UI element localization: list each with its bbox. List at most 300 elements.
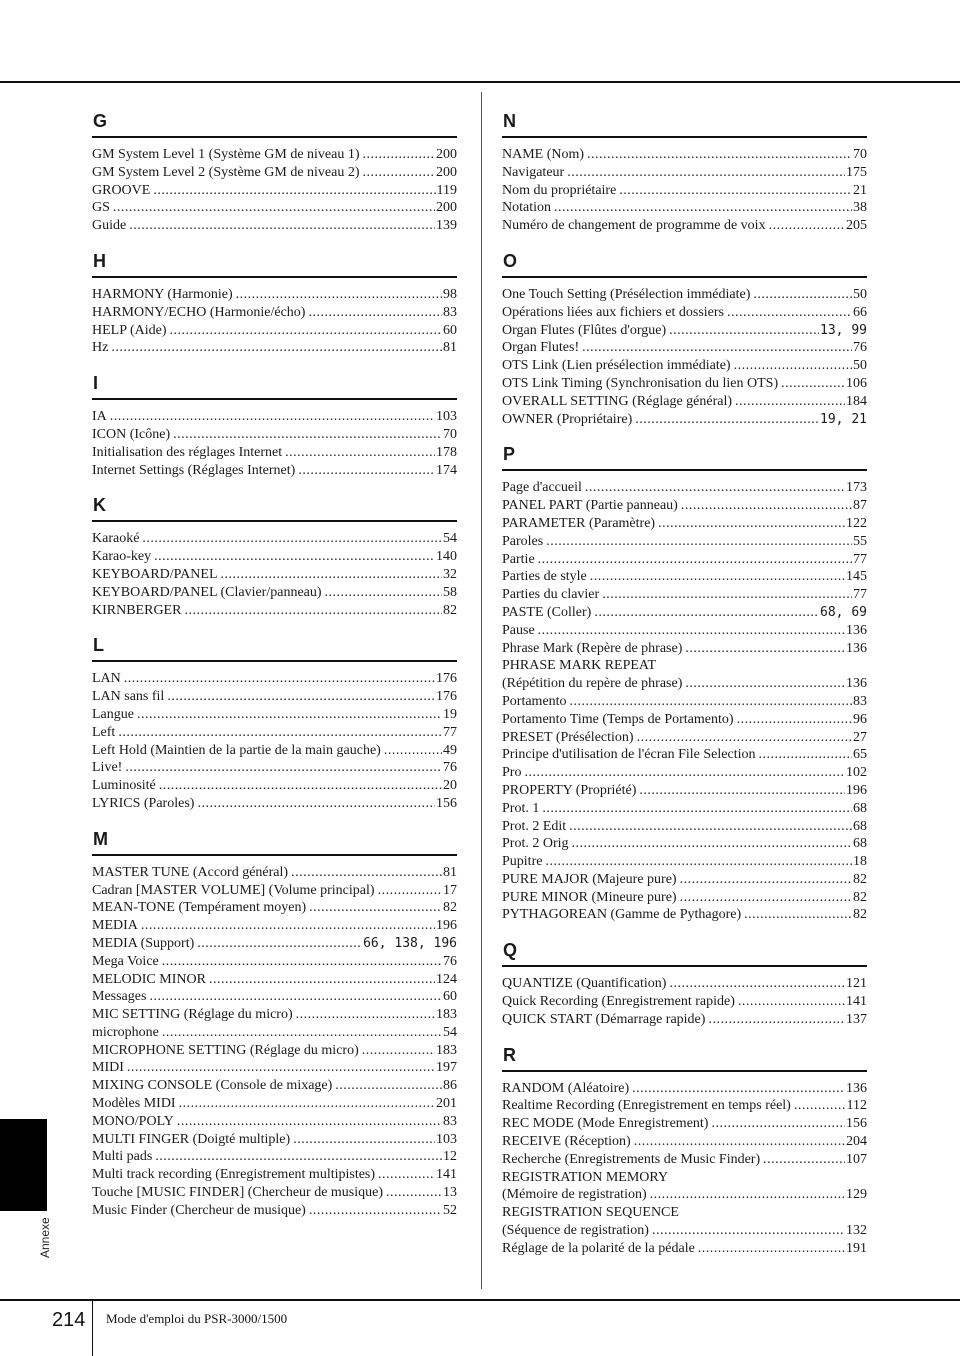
dot-leader <box>127 1059 435 1077</box>
index-entry <box>502 568 867 586</box>
dot-leader <box>538 622 845 640</box>
column-divider <box>481 92 482 1289</box>
dot-leader <box>602 586 852 604</box>
index-entry <box>92 706 457 724</box>
section-letter: K <box>93 495 106 516</box>
entry-label: Prot. 2 Edit <box>502 818 567 834</box>
entry-page: 183 <box>436 1007 457 1023</box>
index-entry <box>502 146 867 164</box>
entry-label: PYTHAGOREAN (Gamme de Pythagore) <box>502 907 742 923</box>
index-entry <box>502 640 867 658</box>
entry-page: 132 <box>846 1223 867 1239</box>
index-column-right <box>502 108 867 1271</box>
entry-label: RANDOM (Aléatoire) <box>502 1080 630 1096</box>
dot-leader <box>177 1113 442 1131</box>
entry-page: 76 <box>443 953 457 969</box>
entry-label: PURE MAJOR (Majeure pure) <box>502 871 677 887</box>
entry-page: 81 <box>443 864 457 880</box>
entry-page: 50 <box>853 286 867 302</box>
index-entry <box>502 1115 867 1133</box>
index-section <box>502 108 867 235</box>
entry-label: RECEIVE (Réception) <box>502 1134 631 1150</box>
dot-leader <box>113 199 435 217</box>
index-entry <box>502 622 867 640</box>
entry-label: Music Finder (Chercheur de musique) <box>92 1202 306 1218</box>
entry-label: PASTE (Coller) <box>502 604 592 620</box>
entry-page: 49 <box>443 742 457 758</box>
entry-page: 103 <box>436 1131 457 1147</box>
entry-page: 196 <box>846 782 867 798</box>
entry-page: 137 <box>846 1011 867 1027</box>
entry-label: PARAMETER (Paramètre) <box>502 515 656 531</box>
entry-label: One Touch Setting (Présélection immédiate) <box>502 286 751 302</box>
entry-label: Page d'accueil <box>502 480 582 496</box>
entry-page: 102 <box>846 765 867 781</box>
entry-label: Cadran [MASTER VOLUME] (Volume principal) <box>92 882 375 898</box>
index-entry <box>92 566 457 584</box>
dot-leader <box>335 1077 442 1095</box>
dot-leader <box>567 164 845 182</box>
entry-label: HARMONY/ECHO (Harmonie/écho) <box>92 304 306 320</box>
entry-page: 176 <box>436 689 457 705</box>
entry-page: 13 <box>443 1185 457 1201</box>
entry-label: GM System Level 1 (Système GM de niveau 1) <box>92 147 360 162</box>
dot-leader <box>110 408 435 426</box>
section-rule <box>92 660 457 662</box>
entry-page: 82 <box>443 602 457 618</box>
dot-leader <box>141 917 435 935</box>
index-entry <box>92 286 457 304</box>
entry-page: 18 <box>853 854 867 870</box>
section-letter: Q <box>503 940 518 961</box>
dot-leader <box>639 782 845 800</box>
entry-page: 19, 21 <box>820 411 867 427</box>
dot-leader <box>708 1011 845 1029</box>
index-entry <box>92 408 457 426</box>
entry-label: (Répétition du repère de phrase) <box>502 676 683 692</box>
index-entry <box>92 199 457 217</box>
section-letter: M <box>93 828 108 849</box>
dot-leader <box>681 497 852 515</box>
entry-label: microphone <box>92 1024 159 1040</box>
entry-page: 112 <box>846 1098 867 1114</box>
entry-label: REC MODE (Mode Enregistrement) <box>502 1116 709 1132</box>
entry-page: 50 <box>853 358 867 374</box>
index-entry <box>502 357 867 375</box>
entry-page: 82 <box>443 900 457 916</box>
dot-leader <box>758 746 852 764</box>
entry-page: 77 <box>443 724 457 740</box>
index-entry <box>92 584 457 602</box>
entry-label: Left Hold (Maintien de la partie de la main gauche) <box>92 742 381 758</box>
index-entry <box>92 899 457 917</box>
entry-label: Réglage de la polarité de la pédale <box>502 1240 695 1256</box>
dot-leader <box>590 568 845 586</box>
entry-label: Phrase Mark (Repère de phrase) <box>502 640 683 656</box>
dot-leader <box>669 975 845 993</box>
entry-page: 19 <box>443 706 457 722</box>
entry-label: LAN <box>92 671 121 687</box>
index-entry <box>92 1202 457 1220</box>
dot-leader <box>650 1186 845 1204</box>
index-entry <box>502 533 867 551</box>
index-entry <box>502 217 867 235</box>
entry-page: 38 <box>853 200 867 216</box>
index-entry <box>502 375 867 393</box>
index-entry <box>92 217 457 235</box>
index-entry <box>502 1133 867 1151</box>
entry-label: Opérations liées aux fichiers et dossiers <box>502 304 724 320</box>
entry-label: PROPERTY (Propriété) <box>502 782 637 798</box>
index-entry <box>502 993 867 1011</box>
entry-page: 122 <box>846 515 867 531</box>
section-rule <box>502 469 867 471</box>
dot-leader <box>744 906 852 924</box>
entry-page: 54 <box>443 1024 457 1040</box>
index-entry <box>502 693 867 711</box>
dot-leader <box>149 988 442 1006</box>
dot-leader <box>167 688 435 706</box>
index-section <box>92 108 457 235</box>
entry-label: MIC SETTING (Réglage du micro) <box>92 1007 293 1023</box>
index-entry <box>92 1024 457 1042</box>
entry-label: OWNER (Propriétaire) <box>502 411 633 427</box>
entry-label: GM System Level 2 (Système GM de niveau 2) <box>92 164 360 180</box>
entry-label: IA <box>92 409 107 425</box>
entry-page: 191 <box>846 1240 867 1256</box>
index-entry <box>92 444 457 462</box>
index-entry <box>92 1166 457 1184</box>
dot-leader <box>572 835 853 853</box>
entry-label: REGISTRATION MEMORY <box>502 1169 669 1185</box>
section-letter: H <box>93 250 106 271</box>
dot-leader <box>378 882 442 900</box>
index-entry <box>502 975 867 993</box>
entry-label: OVERALL SETTING (Réglage général) <box>502 393 733 409</box>
index-entry <box>502 871 867 889</box>
index-entry <box>502 764 867 782</box>
entry-label: ICON (Icône) <box>92 426 171 442</box>
entry-page: 81 <box>443 340 457 356</box>
entry-label: QUICK START (Démarrage rapide) <box>502 1011 706 1027</box>
dot-leader <box>637 729 852 747</box>
dot-leader <box>384 742 442 760</box>
entry-label: Prot. 1 <box>502 800 540 816</box>
entry-page: 66 <box>853 304 867 320</box>
index-section <box>502 1042 867 1258</box>
entry-page: 87 <box>853 498 867 514</box>
entry-label: PHRASE MARK REPEAT <box>502 658 657 674</box>
dot-leader <box>309 1202 442 1220</box>
entry-page: 60 <box>443 322 457 338</box>
index-entry <box>92 1059 457 1077</box>
entry-label: Guide <box>92 218 127 234</box>
entry-label: Langue <box>92 706 134 722</box>
section-letter: N <box>503 111 516 131</box>
dot-leader <box>619 182 852 200</box>
entry-page: 68, 69 <box>820 604 867 620</box>
dot-leader <box>170 322 442 340</box>
entry-page: 58 <box>443 584 457 600</box>
dot-leader <box>111 339 442 357</box>
dot-leader <box>738 993 845 1011</box>
dot-leader <box>129 217 435 235</box>
index-entry <box>502 286 867 304</box>
index-entry <box>502 1169 867 1187</box>
dot-leader <box>309 899 442 917</box>
index-entry <box>92 795 457 813</box>
dot-leader <box>685 675 845 693</box>
dot-leader <box>734 357 852 375</box>
index-section <box>502 248 867 428</box>
entry-page: 175 <box>846 164 867 180</box>
index-entry <box>92 146 457 164</box>
dot-leader <box>197 795 435 813</box>
entry-label: MEAN-TONE (Tempérament moyen) <box>92 900 307 916</box>
entry-page: 200 <box>436 164 457 180</box>
entry-page: 13, 99 <box>820 322 867 338</box>
entry-label: MELODIC MINOR <box>92 971 206 987</box>
entry-label: Pro <box>502 765 522 781</box>
entry-label: Portamento Time (Temps de Portamento) <box>502 711 734 727</box>
index-entry <box>502 1151 867 1169</box>
index-section <box>92 248 457 357</box>
entry-page: 54 <box>443 531 457 547</box>
index-entry <box>92 917 457 935</box>
entry-label: MEDIA (Support) <box>92 935 195 951</box>
dot-leader <box>658 515 845 533</box>
index-entry <box>92 602 457 620</box>
index-entry <box>502 800 867 818</box>
entry-page: 70 <box>443 426 457 442</box>
dot-leader <box>587 146 852 164</box>
section-rule <box>502 965 867 967</box>
index-entry <box>92 742 457 760</box>
entry-page: 96 <box>853 711 867 727</box>
entry-page: 68 <box>853 818 867 834</box>
dot-leader <box>680 889 852 907</box>
section-rule <box>92 854 457 856</box>
entry-page: 82 <box>853 871 867 887</box>
entry-label: Quick Recording (Enregistrement rapide) <box>502 994 735 1010</box>
index-section <box>92 492 457 619</box>
entry-page: 106 <box>846 375 867 391</box>
section-letter: L <box>93 635 104 656</box>
section-rule <box>502 1070 867 1072</box>
index-entry <box>92 1113 457 1131</box>
index-section <box>92 370 457 479</box>
index-entry <box>92 339 457 357</box>
index-entry <box>92 759 457 777</box>
entry-page: 60 <box>443 989 457 1005</box>
entry-label: Prot. 2 Orig <box>502 836 569 852</box>
entry-label: KEYBOARD/PANEL (Clavier/panneau) <box>92 584 322 600</box>
entry-page: 141 <box>846 994 867 1010</box>
entry-label: Luminosité <box>92 778 156 794</box>
index-entry <box>92 1042 457 1060</box>
dot-leader <box>585 479 845 497</box>
entry-label: MICROPHONE SETTING (Réglage du micro) <box>92 1042 359 1058</box>
index-entry <box>92 182 457 200</box>
entry-label: MONO/POLY <box>92 1113 174 1129</box>
entry-label: Numéro de changement de programme de voix <box>502 218 766 234</box>
section-tab-marker <box>0 1119 47 1211</box>
index-entry <box>92 1095 457 1113</box>
entry-page: 184 <box>846 393 867 409</box>
section-rule <box>92 520 457 522</box>
bottom-rule <box>0 1299 960 1301</box>
entry-page: 197 <box>436 1060 457 1076</box>
entry-label: Messages <box>92 989 147 1005</box>
side-label: Annexe <box>38 1217 52 1258</box>
dot-leader <box>594 604 819 622</box>
index-entry <box>502 1011 867 1029</box>
entry-label: (Mémoire de registration) <box>502 1187 647 1203</box>
dot-leader <box>184 602 442 620</box>
index-entry <box>502 1222 867 1240</box>
index-entry <box>92 724 457 742</box>
dot-leader <box>669 322 819 340</box>
dot-leader <box>545 853 852 871</box>
index-entry <box>502 675 867 693</box>
dot-leader <box>546 533 852 551</box>
index-entry <box>92 530 457 548</box>
entry-label: MEDIA <box>92 918 138 934</box>
index-entry <box>92 988 457 1006</box>
entry-label: MULTI FINGER (Doigté multiple) <box>92 1131 291 1147</box>
section-rule <box>92 136 457 138</box>
entry-page: 55 <box>853 533 867 549</box>
entry-page: 32 <box>443 566 457 582</box>
entry-label: MASTER TUNE (Accord général) <box>92 864 289 880</box>
index-entry <box>92 426 457 444</box>
dot-leader <box>753 286 852 304</box>
section-rule <box>502 136 867 138</box>
section-letter: P <box>503 444 516 465</box>
dot-leader <box>363 146 435 164</box>
index-entry <box>502 1204 867 1222</box>
entry-label: OTS Link Timing (Synchronisation du lien OTS) <box>502 375 779 391</box>
section-rule <box>92 276 457 278</box>
dot-leader <box>118 724 442 742</box>
dot-leader <box>569 818 852 836</box>
entry-page: 77 <box>853 587 867 603</box>
entry-page: 178 <box>436 444 457 460</box>
entry-page: 76 <box>443 760 457 776</box>
dot-leader <box>293 1131 435 1149</box>
entry-page: 140 <box>436 549 457 565</box>
index-entry <box>502 853 867 871</box>
index-section <box>92 632 457 812</box>
index-entry <box>502 657 867 675</box>
entry-page: 139 <box>436 218 457 234</box>
dot-leader <box>173 426 442 444</box>
dot-leader <box>125 759 442 777</box>
index-entry <box>502 711 867 729</box>
entry-label: Parties du clavier <box>502 587 600 603</box>
dot-leader <box>155 1148 442 1166</box>
entry-label: Multi track recording (Enregistrement multipistes) <box>92 1167 376 1183</box>
index-entry <box>92 462 457 480</box>
entry-label: MIXING CONSOLE (Console de mixage) <box>92 1078 333 1094</box>
entry-page: 70 <box>853 147 867 162</box>
dot-leader <box>737 711 852 729</box>
section-letter: R <box>503 1044 516 1065</box>
entry-page: 98 <box>443 286 457 302</box>
index-entry <box>502 586 867 604</box>
index-entry <box>502 1097 867 1115</box>
index-entry <box>502 339 867 357</box>
section-letter: I <box>93 373 99 394</box>
index-entry <box>502 818 867 836</box>
entry-page: 68 <box>853 836 867 852</box>
index-entry <box>92 1006 457 1024</box>
entry-page: 21 <box>853 182 867 198</box>
dot-leader <box>362 1042 435 1060</box>
index-entry <box>92 1077 457 1095</box>
entry-label: Recherche (Enregistrements de Music Finder) <box>502 1151 761 1167</box>
entry-page: 136 <box>846 676 867 692</box>
entry-label: KIRNBERGER <box>92 602 182 618</box>
index-entry <box>92 777 457 795</box>
entry-label: Mega Voice <box>92 953 159 969</box>
index-entry <box>92 1148 457 1166</box>
dot-leader <box>524 764 845 782</box>
dot-leader <box>363 164 435 182</box>
entry-page: 119 <box>436 182 457 198</box>
dot-leader <box>159 777 442 795</box>
entry-label: KEYBOARD/PANEL <box>92 566 218 582</box>
entry-label: MIDI <box>92 1060 124 1076</box>
entry-label: Left <box>92 724 116 740</box>
entry-label: REGISTRATION SEQUENCE <box>502 1205 679 1221</box>
dot-leader <box>698 1240 845 1258</box>
dot-leader <box>769 217 845 235</box>
index-entry <box>502 604 867 622</box>
page-number: 214 <box>52 1309 86 1331</box>
entry-label: (Séquence de registration) <box>502 1223 649 1239</box>
entry-label: Parties de style <box>502 569 587 585</box>
entry-page: 156 <box>846 1116 867 1132</box>
entry-page: 68 <box>853 800 867 816</box>
entry-page: 174 <box>436 462 457 478</box>
index-entry <box>502 393 867 411</box>
index-entry <box>502 1240 867 1258</box>
index-entry <box>502 515 867 533</box>
entry-label: HELP (Aide) <box>92 322 167 338</box>
index-entry <box>502 1186 867 1204</box>
dot-leader <box>221 566 443 584</box>
entry-label: Karaoké <box>92 531 140 547</box>
index-entry <box>502 497 867 515</box>
index-entry <box>92 882 457 900</box>
entry-page: 77 <box>853 551 867 567</box>
dot-leader <box>298 462 435 480</box>
dot-leader <box>197 935 362 953</box>
entry-page: 141 <box>436 1167 457 1183</box>
dot-leader <box>570 693 852 711</box>
index-entry <box>502 889 867 907</box>
entry-label: Karao-key <box>92 549 152 565</box>
index-entry <box>502 164 867 182</box>
entry-page: 145 <box>846 569 867 585</box>
entry-page: 196 <box>436 918 457 934</box>
entry-label: Touche [MUSIC FINDER] (Chercheur de musique) <box>92 1185 384 1201</box>
dot-leader <box>727 304 852 322</box>
index-entry <box>92 1184 457 1202</box>
index-entry <box>502 1080 867 1098</box>
dot-leader <box>711 1115 845 1133</box>
